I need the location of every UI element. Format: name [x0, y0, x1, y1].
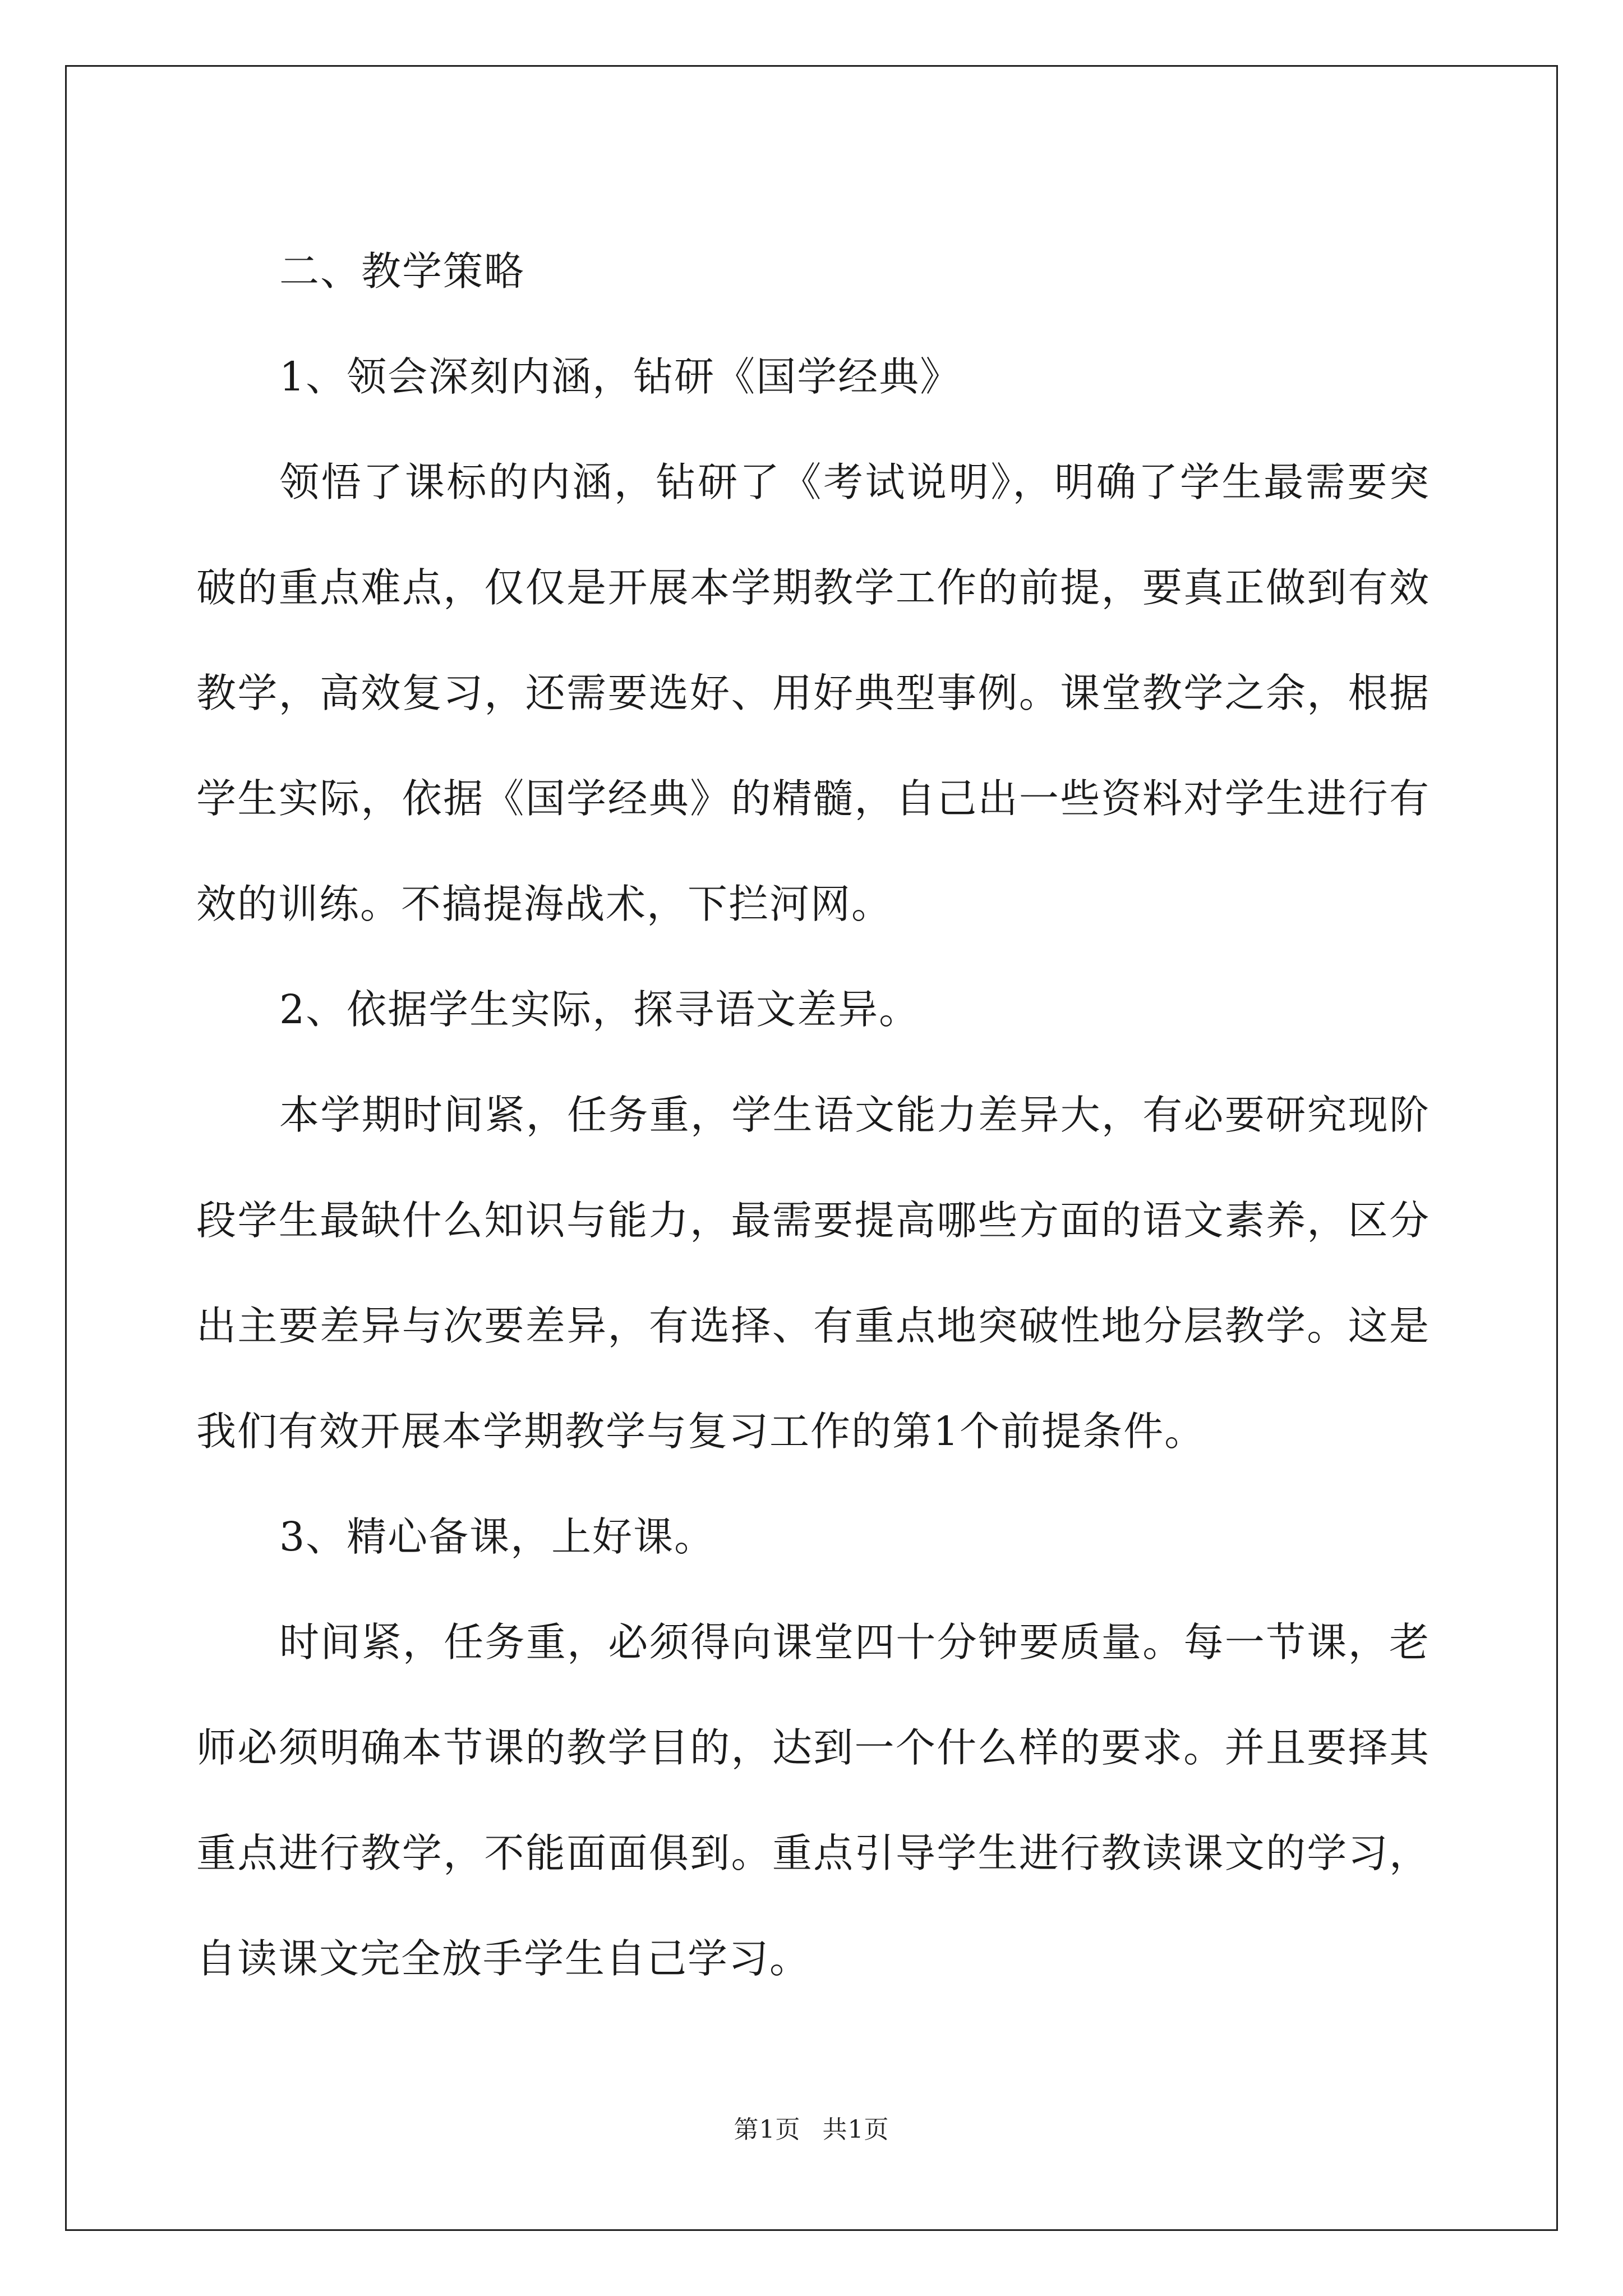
document-body	[196, 219, 1430, 2012]
subheading-3: 3、精心备课，上好课。	[279, 1513, 716, 1560]
subheading-1: 1、领会深刻内涵，钻研《国学经典》	[279, 353, 961, 400]
paragraph-1: 领悟了课标的内涵，钻研了《考试说明》，明确了学生最需要突破的重点难点，仅仅是开展本学期教学工作的前提，要真正做到有效教学，高效复习，还需要选好、用好典型事例。课堂教学之余，根据学生实际，依据《国学经典》的精髓，自己出一些资料对学生进行有效的训练。不搞提海战术，下拦河网。	[196, 459, 1430, 927]
page-total: 共1页	[822, 2115, 889, 2144]
paragraph-3: 时间紧，任务重，必须得向课堂四十分钟要质量。每一节课，老师必须明确本节课的教学目的，达到一个什么样的要求。并且要择其重点进行教学，不能面面俱到。重点引导学生进行教读课文的学习，自读课文完全放手学生自己学习。	[196, 1619, 1430, 1982]
subheading-2: 2、依据学生实际，探寻语文差异。	[279, 986, 920, 1033]
page-footer	[0, 2109, 1623, 2145]
page-number: 第1页	[734, 2115, 801, 2144]
paragraph-2: 本学期时间紧，任务重，学生语文能力差异大，有必要研究现阶段学生最缺什么知识与能力，最需要提高哪些方面的语文素养，区分出主要差异与次要差异，有选择、有重点地突破性地分层教学。这是我们有效开展本学期教学与复习工作的第1个前提条件。	[196, 1092, 1430, 1455]
section-heading: 二、教学策略	[279, 248, 525, 295]
